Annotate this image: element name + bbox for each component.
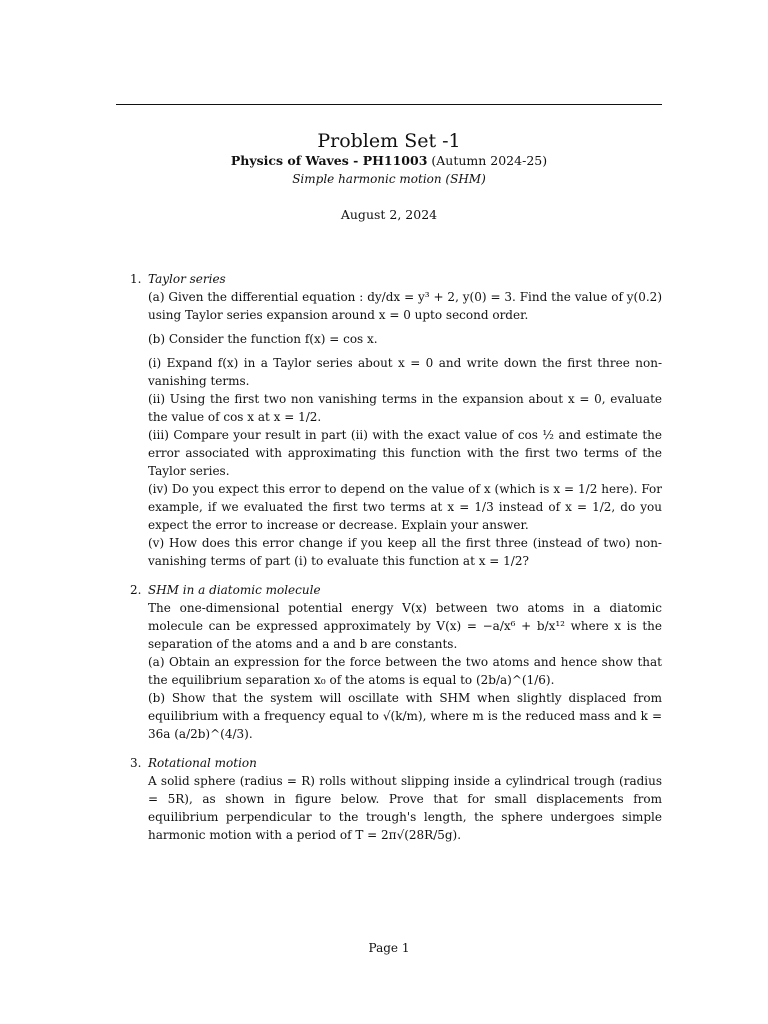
problem-list [130, 270, 662, 844]
problem-2a: (a) Obtain an expression for the force between the two atoms and hence show that the equilibrium separation x₀ of the atoms is equal to (2b/a)^(1/6). [148, 655, 662, 687]
problem-1b-iv: (iv) Do you expect this error to depend on the value of x (which is x = 1/2 here). For example, if we evaluated the first two terms at x = 1/3 instead of x = 1/2, do you expect the error to increase or decrease. Explain your answer. [148, 482, 662, 532]
top-rule [116, 104, 662, 105]
course-line [116, 153, 662, 168]
problem-1b: (b) Consider the function f(x) = cos x. [148, 332, 378, 346]
problem-2-intro: The one-dimensional potential energy V(x) between two atoms in a diatomic molecule can be expressed approximately by V(x) = −a/x⁶ + b/x¹² where x is the separation of the atoms and a and b are constants. [148, 601, 662, 651]
page-title: Problem Set -1 [317, 130, 461, 152]
topic-subtitle: Simple harmonic motion (SHM) [292, 172, 486, 186]
problem-2b: (b) Show that the system will oscillate with SHM when slightly displaced from equilibrium with a frequency equal to √(k/m), where m is the reduced mass and k = 36a (a/2b)^(4/3). [148, 691, 662, 741]
problem-3 [130, 754, 662, 844]
semester: (Autumn 2024-25) [431, 153, 548, 168]
problem-1a: (a) Given the differential equation : dy/dx = y³ + 2, y(0) = 3. Find the value of y(0.2) using Taylor series expansion around x = 0 upto second order. [148, 290, 662, 322]
date: August 2, 2024 [340, 207, 438, 222]
problem-1 [130, 270, 662, 570]
problem-number: 3. [130, 756, 142, 770]
problem-3-text: A solid sphere (radius = R) rolls without slipping inside a cylindrical trough (radius = 5R), as shown in figure below. Prove that for small displacements from equilibrium perpendicular to the trough's length, the sphere undergoes simple harmonic motion with a period of T = 2π√(28R/5g). [148, 774, 662, 842]
problem-1b-i: (i) Expand f(x) in a Taylor series about x = 0 and write down the first three non-vanishing terms. [148, 356, 662, 388]
problem-number: 1. [130, 272, 142, 286]
course-name: Physics of Waves - PH11003 [230, 153, 428, 168]
problem-title: Rotational motion [148, 756, 257, 770]
problem-title: SHM in a diatomic molecule [148, 583, 321, 597]
problem-1b-ii: (ii) Using the first two non vanishing terms in the expansion about x = 0, evaluate the value of cos x at x = 1/2. [148, 392, 662, 424]
problem-2 [130, 581, 662, 743]
problem-1b-v: (v) How does this error change if you keep all the first three (instead of two) non-vanishing terms of part (i) to evaluate this function at x = 1/2? [148, 536, 662, 568]
problem-title: Taylor series [148, 272, 226, 286]
problem-number: 2. [130, 583, 142, 597]
problem-1b-iii: (iii) Compare your result in part (ii) with the exact value of cos ½ and estimate the error associated with approximating this function with the first two terms of the Taylor series. [148, 428, 662, 478]
page-number: Page 1 [368, 941, 410, 955]
